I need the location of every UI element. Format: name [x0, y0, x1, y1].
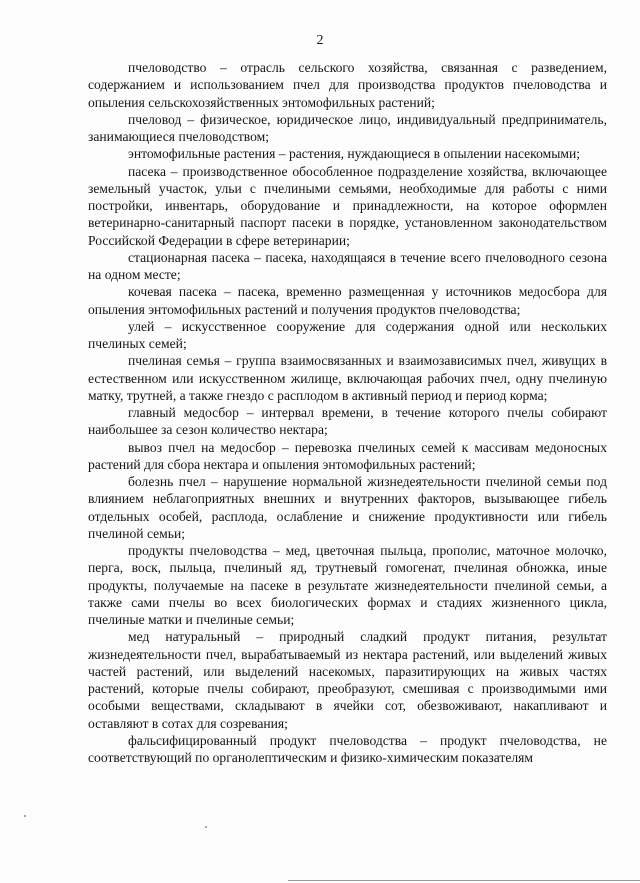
- paragraph-entomophilous-plants: энтомофильные растения – растения, нуждающиеся в опылении насекомыми;: [128, 146, 581, 162]
- page-number: 2: [316, 33, 324, 48]
- paragraph-hive: улей – искусственное сооружение для содержания одной или нескольких пчелиных семей;: [88, 318, 607, 351]
- scan-edge-line: [288, 880, 640, 881]
- paragraph-natural-honey: мед натуральный – природный сладкий продукт питания, результат жизнедеятельности пчел, вырабатываемый из нектара растений, или выделений живых частей растений, или выделений насекомых, паразитирующих на живых частях растений, которые пчелы собирают, преобразуют, смешивая с производимыми ими особыми веществами, складывают в ячейки сот, обезвоживают, накапливают и оставляют в сотах для созревания;: [88, 629, 607, 731]
- paragraph-bee-products: продукты пчеловодства – мед, цветочная пыльца, прополис, маточное молочко, перга, воск, пыльца, пчелиный яд, трутневый гомогенат, пчелиная обножка, иные продукты, получаемые на пасеке в результате жизнедеятельности пчелиной семьи, а также сами пчелы во всех биологических формах и стадиях жизненного цикла, пчелиные матки и пчелиные семьи;: [88, 543, 607, 627]
- document-body: [88, 59, 607, 766]
- paragraph-falsified-product: фальсифицированный продукт пчеловодства – продукт пчеловодства, не соответствующий по органолептическим и физико-химическим показателям: [88, 732, 607, 765]
- paragraph-bee-disease: болезнь пчел – нарушение нормальной жизнедеятельности пчелиной семьи под влиянием неблагоприятных внешних и внутренних факторов, вызывающее гибель отдельных особей, расплода, ослабление и снижение продуктивности или гибель пчелиной семьи;: [88, 474, 607, 541]
- paragraph-bee-transport: вывоз пчел на медосбор – перевозка пчелиных семей к массивам медоносных растений для сбора нектара и опыления энтомофильных растений;: [88, 439, 607, 472]
- paragraph-apiary: пасека – производственное обособленное подразделение хозяйства, включающее земельный участок, ульи с пчелиными семьями, необходимые для работы с ними постройки, инвентарь, оборудование и принадлежности, на которое оформлен ветеринарно-санитарный паспорт пасеки в порядке, установленном законодательством Российской Федерации в сфере ветеринарии;: [88, 163, 607, 248]
- paragraph-stationary-apiary: стационарная пасека – пасека, находящаяся в течение всего пчеловодного сезона на одном месте;: [88, 249, 607, 282]
- paragraph-main-honey-flow: главный медосбор – интервал времени, в течение которого пчелы собирают наибольшее за сезон количество нектара;: [88, 405, 607, 438]
- paragraph-nomadic-apiary: кочевая пасека – пасека, временно размещенная у источников медосбора для опыления энтомофильных растений и получения продуктов пчеловодства;: [88, 284, 607, 317]
- scan-speck: [24, 815, 26, 817]
- paragraph-beekeeper: пчеловод – физическое, юридическое лицо, индивидуальный предприниматель, занимающиеся пчеловодством;: [88, 111, 607, 144]
- scan-speck: [205, 826, 207, 828]
- paragraph-beekeeping: пчеловодство – отрасль сельского хозяйства, связанная с разведением, содержанием и использованием пчел для производства продуктов пчеловодства и опыления сельскохозяйственных энтомофильных растений;: [88, 60, 607, 110]
- paragraph-bee-colony: пчелиная семья – группа взаимосвязанных и взаимозависимых пчел, живущих в естественном или искусственном жилище, включающая рабочих пчел, одну пчелиную матку, трутней, а также гнездо с расплодом в активный период и период корма;: [88, 353, 607, 403]
